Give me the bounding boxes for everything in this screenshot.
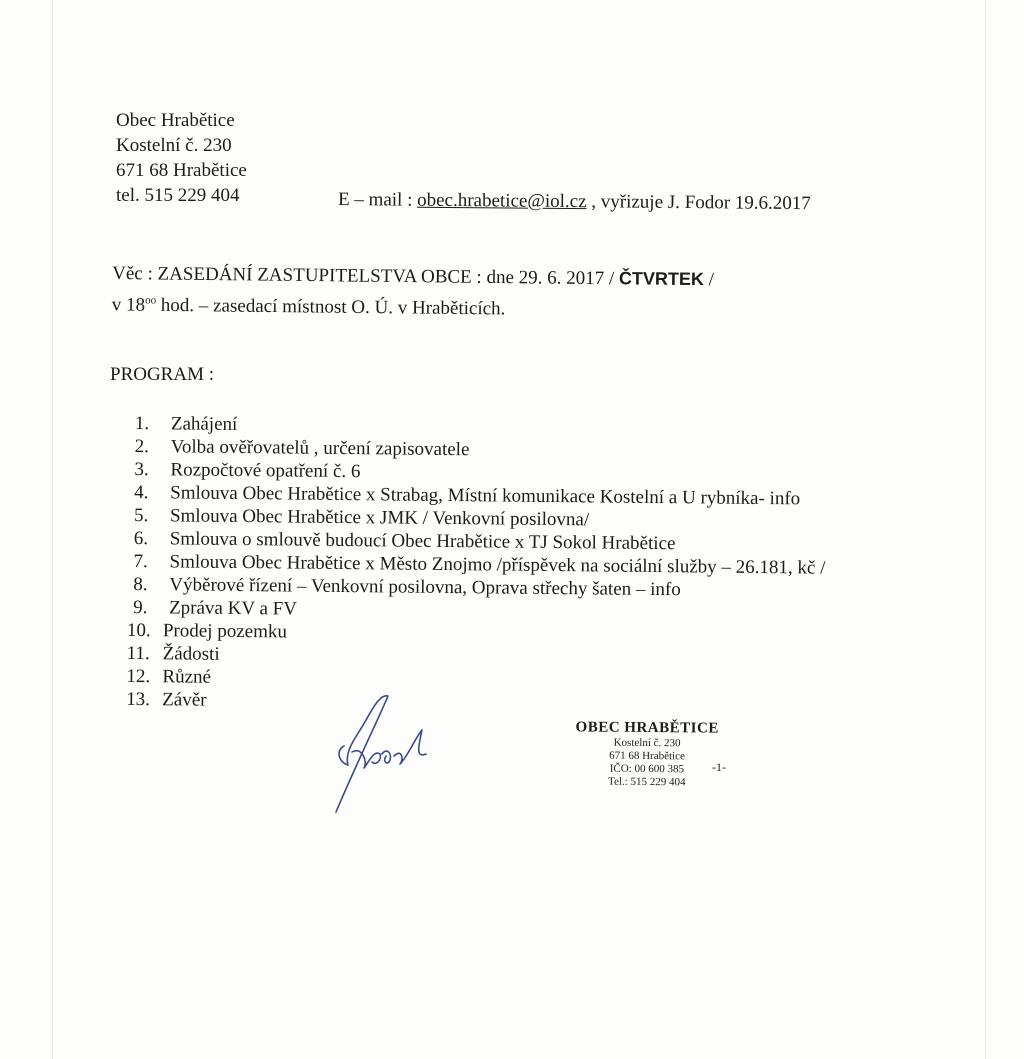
agenda-item-number: 7. (133, 550, 148, 573)
agenda-item-text: Smlouva Obec Hrabětice x Strabag, Místní komunikace Kostelní a U rybníka- info (170, 482, 801, 510)
page-number: -1- (712, 760, 726, 774)
agenda-item-text: Prodej pozemku (162, 620, 288, 643)
agenda-item-number: 11. (126, 642, 150, 665)
subject-line-2 (112, 287, 714, 325)
agenda-item-number: 1. (134, 412, 150, 435)
email-link[interactable]: obec.hrabetice@iol.cz (417, 189, 587, 213)
agenda-item-text: Rozpočtové opatření č. 6 (170, 459, 361, 483)
email-suffix: , vyřizuje J. Fodor 19.6.2017 (586, 191, 811, 215)
scan-artifact (52, 0, 53, 1059)
meeting-day: ČTVRTEK (618, 268, 705, 290)
subject-text: Věc : ZASEDÁNÍ ZASTUPITELSTVA OBCE : dne 29. 6. 2017 / (112, 263, 620, 290)
agenda-item-text: Smlouva o smlouvě budoucí Obec Hrabětice x TJ Sokol Hrabětice (169, 528, 676, 555)
email-label: E – mail : (337, 189, 418, 211)
address-line: 671 68 Hrabětice (116, 160, 247, 181)
subject-block (112, 260, 714, 325)
stamp-line: Tel.: 515 229 404 (607, 775, 686, 789)
program-title: PROGRAM : (110, 364, 214, 385)
sender-address (116, 108, 247, 208)
agenda-item-number: 4. (134, 481, 149, 504)
time-superscript: oo (145, 294, 157, 307)
agenda-item-text: Výběrové řízení – Venkovní posilovna, Oprava střechy šaten – info (169, 574, 681, 601)
agenda-item-number: 9. (133, 596, 148, 619)
subject-suffix: / (703, 269, 715, 291)
signature (318, 690, 448, 820)
address-line: tel. 515 229 404 (116, 185, 240, 206)
address-line: Kostelní č. 230 (116, 135, 232, 156)
agenda-item-text: Zahájení (170, 413, 238, 435)
agenda-item-number: 3. (134, 458, 149, 481)
agenda-item-number: 5. (133, 504, 149, 527)
stamp-line: Kostelní č. 230 (613, 736, 681, 750)
agenda-item-number: 10. (126, 619, 151, 642)
email-line (338, 189, 811, 215)
agenda-item-text: Různé (162, 666, 212, 688)
agenda-item-text: Zpráva KV a FV (169, 597, 298, 620)
agenda-item-number: 13. (126, 688, 151, 711)
meeting-place: hod. – zasedací místnost O. Ú. v Hraběticích. (155, 294, 506, 320)
agenda-item-text: Volba ověřovatelů , určení zapisovatele (170, 436, 470, 461)
address-line: Obec Hrabětice (116, 110, 235, 131)
agenda-item-number: 8. (133, 573, 148, 596)
agenda-item-number: 2. (134, 435, 150, 458)
stamp-line: 671 68 Hrabětice (609, 749, 685, 763)
official-stamp (562, 719, 733, 789)
stamp-line: IČO: 00 600 385 (609, 762, 685, 776)
agenda-item-text: Závěr (162, 689, 207, 711)
agenda-item-number: 12. (126, 665, 151, 688)
agenda-item-text: Smlouva Obec Hrabětice x Město Znojmo /příspěvek na sociální služby – 26.181, kč / (169, 551, 826, 579)
agenda-item-text: Žádosti (162, 643, 220, 665)
agenda-item-text: Smlouva Obec Hrabětice x JMK / Venkovní posilovna/ (169, 505, 590, 531)
scan-artifact (985, 0, 986, 1059)
stamp-title: OBEC HRABĚTICE (575, 719, 719, 737)
agenda-list (126, 412, 827, 718)
meeting-time: v 18 (111, 294, 146, 316)
agenda-item-number: 6. (133, 527, 149, 550)
